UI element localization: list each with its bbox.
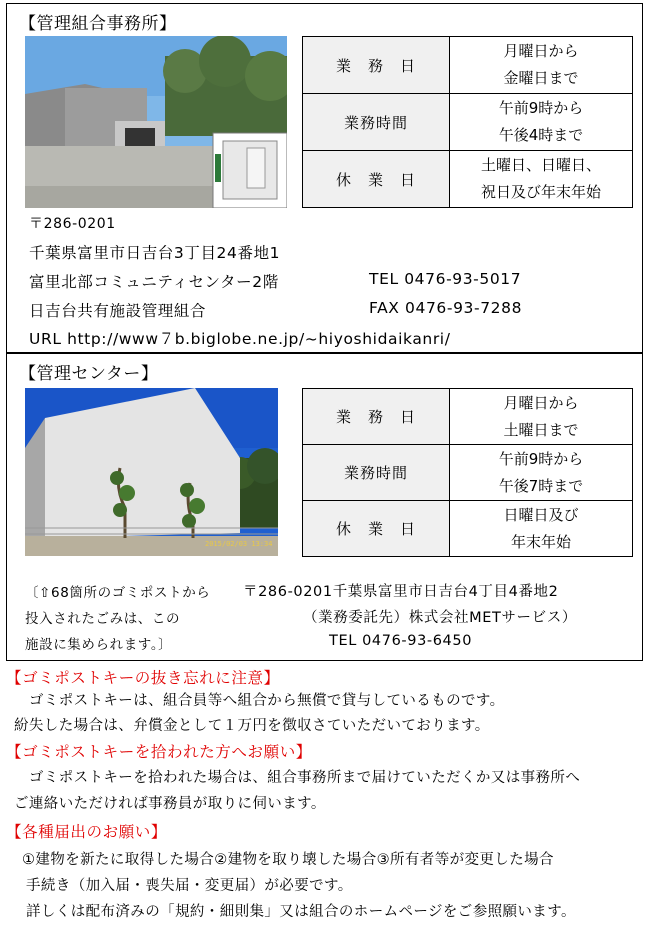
center-work-hours-line-1: 午前9時から [498, 449, 584, 468]
notice-filing-line-1: ①建物を新たに取得した場合②建物を取り壊した場合③所有者等が変更した場合 [22, 852, 554, 868]
center-hours-table [302, 388, 633, 557]
center-work-hours-line-2: 午後7時まで [498, 476, 584, 495]
table-row [303, 37, 633, 94]
notice-filing-title: 【各種届出のお願い】 [6, 823, 168, 841]
work-hours-label: 業務時間 [303, 94, 450, 151]
workday-value [450, 37, 633, 94]
workday-line-1: 月曜日から [503, 42, 579, 60]
center-tel: TEL 0476-93-6450 [329, 633, 473, 649]
center-workday-value [450, 389, 633, 445]
center-workday-line-1: 月曜日から [503, 393, 579, 412]
notice-found-key-title: 【ゴミポストキーを拾われた方へお願い】 [6, 743, 312, 761]
office-fax: FAX 0476-93-7288 [369, 299, 523, 317]
center-workday-line-2: 土曜日まで [503, 420, 579, 439]
office-address: 千葉県富里市日吉台3丁目24番地1 [29, 244, 281, 262]
work-hours-line-1: 午前9時から [498, 99, 584, 117]
center-closed-day-line-2: 年末年始 [510, 532, 571, 551]
office-section [6, 3, 643, 353]
notice-filing-line-3: 詳しくは配布済みの「規約・細則集」又は組合のホームページをご参照願います。 [26, 904, 576, 920]
work-hours-line-2: 午後4時まで [498, 126, 584, 144]
table-row [303, 94, 633, 151]
center-contractor: （業務委託先）株式会社METサービス） [303, 610, 577, 626]
office-org-name: 日吉台共有施設管理組合 [29, 302, 207, 320]
center-note-line-2: 投入されたごみは、この [25, 611, 181, 627]
center-address: 〒286-0201千葉県富里市日吉台4丁目4番地2 [243, 584, 559, 600]
notice-key-warning-line-2: 紛失した場合は、弁償金として１万円を徴収さていただいております。 [14, 718, 490, 734]
center-work-hours-value [450, 445, 633, 501]
closed-day-label: 休 業 日 [303, 151, 450, 208]
table-row [303, 501, 633, 557]
work-hours-value [450, 94, 633, 151]
workday-line-2: 金曜日まで [503, 69, 579, 87]
center-note-line-1: 〔⇧68箇所のゴミポストから [25, 585, 211, 601]
notice-found-key-line-2: ご連絡いただければ事務員が取りに伺います。 [14, 796, 326, 812]
office-url-link[interactable]: URL http://www７b.biglobe.ne.jp/~hiyoshidaikanri/ [29, 330, 451, 348]
office-hours-table [302, 36, 633, 208]
office-tel: TEL 0476-93-5017 [369, 270, 522, 288]
center-building-photo [25, 388, 278, 556]
notice-found-key-line-1: ゴミポストキーを拾われた場合は、組合事務所まで届けていただくか又は事務所へ [14, 770, 581, 786]
notice-filing-line-2: 手続き（加入届・喪失届・変更届）が必要です。 [26, 878, 353, 894]
center-closed-day-value [450, 501, 633, 557]
photo-timestamp: 2015/02/03 13:34 [205, 540, 273, 548]
closed-day-value [450, 151, 633, 208]
center-workday-label: 業 務 日 [303, 389, 450, 445]
notice-key-warning-line-1: ゴミポストキーは、組合員等へ組合から無償で貸与しているものです。 [14, 693, 505, 709]
table-row [303, 151, 633, 208]
workday-label: 業 務 日 [303, 37, 450, 94]
center-work-hours-label: 業務時間 [303, 445, 450, 501]
office-building-photo [25, 36, 287, 208]
center-section [6, 353, 643, 661]
notice-key-warning-title: 【ゴミポストキーの抜き忘れに注意】 [6, 669, 280, 687]
center-note-line-3: 施設に集められます。〕 [25, 637, 173, 653]
center-closed-day-label: 休 業 日 [303, 501, 450, 557]
center-heading: 【管理センター】 [19, 364, 159, 384]
office-heading: 【管理組合事務所】 [19, 14, 177, 34]
office-postal-code: 〒286-0201 [29, 216, 116, 232]
table-row [303, 389, 633, 445]
closed-day-line-2: 祝日及び年末年始 [480, 183, 601, 201]
office-building-name: 富里北部コミュニティセンター2階 [29, 273, 279, 291]
table-row [303, 445, 633, 501]
center-closed-day-line-1: 日曜日及び [503, 505, 579, 524]
closed-day-line-1: 土曜日、日曜日、 [480, 156, 601, 174]
